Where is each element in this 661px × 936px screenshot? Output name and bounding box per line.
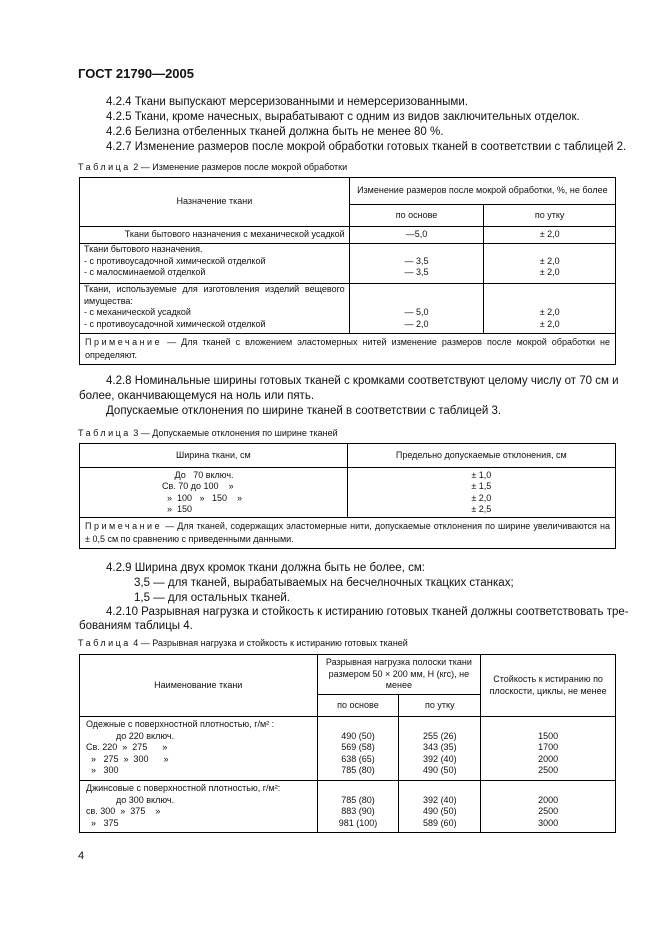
- paragraph-4-2-7: 4.2.7 Изменение размеров после мокрой обработки готовых тканей в соответствии с таблицей 2.: [106, 141, 627, 153]
- table3-caption-text: 3 — Допускаемые отклонения по ширине тканей: [130, 428, 338, 438]
- table2-header-weft: по утку: [484, 205, 616, 227]
- table4-caption-word: Таблица: [78, 638, 131, 648]
- document-header: ГОСТ 21790—2005: [78, 66, 194, 81]
- table3-note: [80, 518, 616, 549]
- table3-caption: [78, 428, 338, 438]
- table4-denim-warp: 785 (80) 883 (90) 981 (100): [317, 781, 399, 833]
- paragraph-4-2-5: 4.2.5 Ткани, кроме начесных, вырабатывают с одним из видов заключительных отделок.: [106, 111, 580, 123]
- table4-clothing-warp: 490 (50) 569 (58) 638 (65) 785 (80): [317, 717, 399, 781]
- table2-caption-word: Таблица: [78, 162, 131, 172]
- table2-caption: [78, 162, 347, 172]
- paragraph-4-2-4: 4.2.4 Ткани выпускают мерсеризованными и немерсеризованными.: [106, 96, 468, 108]
- page-number: 4: [78, 850, 85, 862]
- paragraph-4-2-8-line1: 4.2.8 Номинальные ширины готовых тканей с кромками соответствуют целому числу от 70 см и: [106, 375, 619, 387]
- table4-header-load: Разрывная нагрузка полоски ткани размером 50 × 200 мм, Н (кгс), не менее: [317, 655, 481, 695]
- table2-header-name: Назначение ткани: [80, 178, 350, 227]
- table4-clothing-weft: 255 (26) 343 (35) 392 (40) 490 (50): [399, 717, 481, 781]
- table4-denim-weft: 392 (40) 490 (50) 589 (60): [399, 781, 481, 833]
- paragraph-4-2-9-item2: 1,5 — для остальных тканей.: [134, 592, 290, 604]
- table2-note: [80, 334, 616, 365]
- table4-header-abrasion: Стойкость к истиранию по плоскости, циклы, не менее: [481, 655, 616, 717]
- table4-caption-text: 4 — Разрывная нагрузка и стойкость к истиранию готовых тканей: [130, 638, 408, 648]
- paragraph-4-2-9: 4.2.9 Ширина двух кромок ткани должна быть не более, см:: [106, 562, 425, 574]
- table4-header-weft: по утку: [399, 695, 481, 717]
- table2-row-weft: ± 2,0 ± 2,0: [484, 284, 616, 334]
- table-4: [79, 654, 616, 833]
- table-2: [79, 177, 616, 365]
- table2-row-name: [80, 284, 350, 334]
- table2-header-group: Изменение размеров после мокрой обработки, %, не более: [349, 178, 615, 205]
- table2-header-warp: по основе: [349, 205, 484, 227]
- table4-caption: [78, 638, 408, 648]
- table3-note-word: Примечание: [85, 521, 163, 531]
- table2-row-name: Ткани бытового назначения. - с противоусадочной химической отделкой - с малосминаемой отделкой: [80, 244, 350, 284]
- paragraph-4-2-10-line1: 4.2.10 Разрывная нагрузка и стойкость к истиранию готовых тканей должны соответствовать тре-: [106, 606, 629, 618]
- table2-row-warp: — 3,5 — 3,5: [349, 244, 484, 284]
- table2-row-warp: —5,0: [349, 227, 484, 244]
- table4-group-clothing-lines: до 220 включ. Св. 220 » 275 » » 275 » 300 » » 300: [86, 730, 175, 775]
- paragraph-4-2-6: 4.2.6 Белизна отбеленных тканей должна быть не менее 80 %.: [106, 126, 444, 138]
- table2-note-text: — Для тканей с вложением эластомерных нитей изменение размеров после мокрой обработки не определяют.: [85, 337, 610, 360]
- paragraph-4-2-9-item1: 3,5 — для тканей, вырабатываемых на бесчелночных ткацких станках;: [134, 577, 514, 589]
- table3-caption-word: Таблица: [78, 428, 131, 438]
- table2-row-weft: ± 2,0: [484, 227, 616, 244]
- paragraph-4-2-8-line2: более, оканчивающемуся на ноль или пять.: [79, 390, 315, 402]
- table2-row-name: Ткани бытового назначения с механической усадкой: [80, 227, 350, 244]
- table4-header-warp: по основе: [317, 695, 399, 717]
- table2-row-name-text: Ткани, используемые для изготовления изделий вещевого имущества: - с механической усадкой - с противоусадочной химической отделкой: [84, 284, 345, 329]
- table-3: [79, 443, 616, 549]
- table3-width-cell: До 70 включ. Св. 70 до 100 » » 100 » 150 » » 150: [80, 468, 348, 518]
- table4-group-clothing: [80, 717, 318, 781]
- table2-row-weft: ± 2,0 ± 2,0: [484, 244, 616, 284]
- table2-caption-text: 2 — Изменение размеров после мокрой обработки: [130, 162, 348, 172]
- table3-header-deviation: Предельно допускаемые отклонения, см: [347, 444, 615, 468]
- table4-group-denim: [80, 781, 318, 833]
- table3-deviation-cell: ± 1,0 ± 1,5 ± 2,0 ± 2,5: [347, 468, 615, 518]
- table2-note-word: Примечание: [85, 337, 163, 347]
- table4-group-clothing-title: Одежные с поверхностной плотностью, г/м² :: [86, 719, 275, 729]
- table4-clothing-abrasion: 1500 1700 2000 2500: [481, 717, 616, 781]
- table2-row-warp: — 5,0 — 2,0: [349, 284, 484, 334]
- table4-group-denim-title: Джинсовые с поверхностной плотностью, г/м²:: [86, 783, 281, 793]
- table4-header-name: Наименование ткани: [80, 655, 318, 717]
- table3-note-text: — Для тканей, содержащих эластомерные нити, допускаемые отклонения по ширине увеличиваются на ± 0,5 см по сравнению с приведенными данными.: [85, 521, 610, 544]
- paragraph-4-2-10-line2: бованиям таблицы 4.: [79, 620, 193, 632]
- table3-header-width: Ширина ткани, см: [80, 444, 348, 468]
- table4-group-denim-lines: до 300 включ. св. 300 » 375 » » 375: [86, 794, 175, 828]
- paragraph-4-2-8-line3: Допускаемые отклонения по ширине тканей в соответствии с таблицей 3.: [106, 405, 502, 417]
- table4-denim-abrasion: 2000 2500 3000: [481, 781, 616, 833]
